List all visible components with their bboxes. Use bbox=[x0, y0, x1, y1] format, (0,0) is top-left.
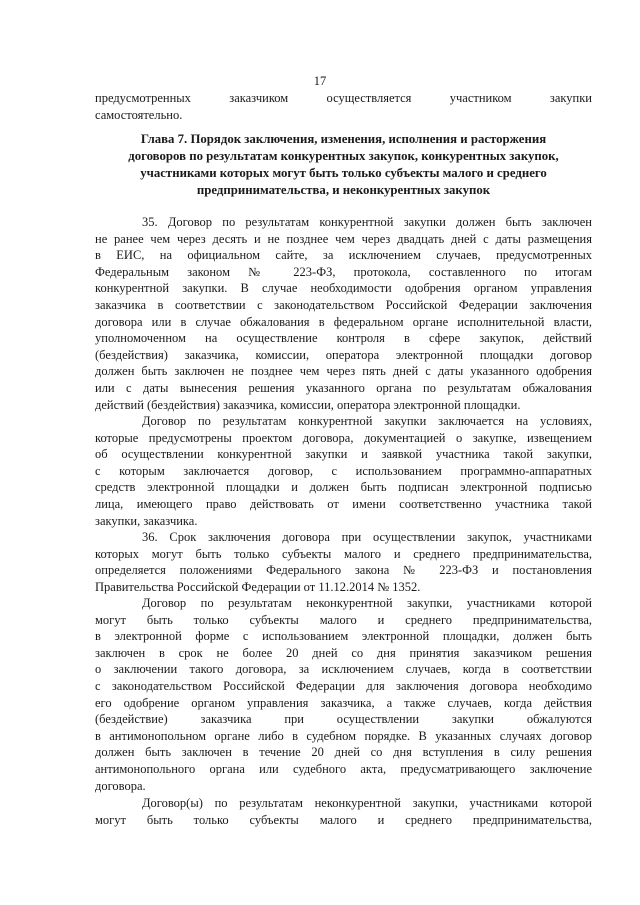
chapter-heading bbox=[95, 131, 592, 199]
paragraph-36 bbox=[95, 529, 592, 595]
heading-line: предпринимательства, и неконкурентных закупок bbox=[196, 183, 491, 197]
text-line: его одобрение органом управления заказчика, а также случаев, когда действия bbox=[95, 695, 592, 710]
text-line: самостоятельно. bbox=[95, 107, 183, 122]
text-line: в антимонопольном органе либо в судебном порядке. В указанных случаях договор bbox=[95, 728, 592, 743]
page-number: 17 bbox=[313, 74, 327, 88]
text-line: заказчика в соответствии с законодательством Российской Федерации заключения bbox=[95, 297, 592, 312]
text-line: которые предусмотрены проектом договора, документацией о закупке, извещением bbox=[95, 430, 592, 445]
text-line: могут быть только субъекты малого и среднего предпринимательства, bbox=[95, 612, 592, 627]
text-line: (бездействие) заказчика при осуществлении закупки обжалуются bbox=[95, 712, 592, 727]
text-line: закупки, заказчика. bbox=[95, 513, 198, 528]
heading-line: участниками которых могут быть только субъекты малого и среднего bbox=[140, 166, 547, 180]
paragraph-noncompetitive bbox=[95, 595, 592, 794]
text-line: Правительства Российской Федерации от 11.12.2014 № 1352. bbox=[95, 579, 421, 594]
text-line: или с даты вынесения решения указанного органа по результатам обжалования bbox=[95, 380, 592, 395]
text-line: (бездействия) заказчика, комиссии, оператора электронной площадки договор bbox=[95, 347, 592, 362]
text-line: Договор по результатам неконкурентной закупки, участниками которой bbox=[142, 596, 592, 610]
text-line: действий (бездействия) заказчика, комиссии, оператора электронной площадки. bbox=[95, 397, 521, 412]
heading-line: договоров по результатам конкурентных закупок, конкурентных закупок, bbox=[128, 149, 559, 163]
paragraph-contracts-continued bbox=[95, 795, 592, 828]
text-line: с которым заключается договор, с использованием программно-аппаратных bbox=[95, 463, 592, 478]
text-line: договора. bbox=[95, 778, 146, 793]
text-line: предусмотренных заказчиком осуществляется участником закупки bbox=[95, 91, 592, 105]
text-line: Договор по результатам конкурентной закупки заключается на условиях, bbox=[142, 414, 592, 428]
paragraph-contract-terms bbox=[95, 413, 592, 529]
text-line: заключен в срок не более 20 дней со дня принятия заказчиком решения bbox=[95, 645, 592, 660]
text-line: договора или в случае обжалования в федеральном органе исполнительной власти, bbox=[95, 314, 592, 329]
text-line: в электронной форме с использованием электронной площадки, должен быть bbox=[95, 629, 592, 644]
text-line: о заключении такого договора, за исключением случаев, когда в соответствии bbox=[95, 662, 592, 677]
heading-line: Глава 7. Порядок заключения, изменения, исполнения и расторжения bbox=[140, 132, 547, 146]
text-line: должен быть заключен в течение 20 дней со дня вступления в силу решения bbox=[95, 745, 592, 760]
text-line: об осуществлении конкурентной закупки и заявкой участника такой закупки, bbox=[95, 447, 592, 462]
intro-text bbox=[95, 90, 592, 123]
text-line: уполномоченном на осуществление контроля в сфере закупок, действий bbox=[95, 331, 592, 346]
paragraph-35 bbox=[95, 214, 592, 413]
text-line: которых могут быть только субъекты малого и среднего предпринимательства, bbox=[95, 546, 592, 561]
text-line: Договор(ы) по результатам неконкурентной закупки, участниками которой bbox=[142, 796, 592, 810]
text-line: 36. Срок заключения договора при осуществлении закупок, участниками bbox=[142, 530, 592, 544]
text-line: 35. Договор по результатам конкурентной закупки должен быть заключен bbox=[142, 215, 592, 229]
text-line: средств электронной площадки и должен быть подписан электронной подписью bbox=[95, 480, 592, 495]
text-line: антимонопольного органа или судебного акта, предусматривающего заключение bbox=[95, 761, 592, 776]
text-line: не ранее чем через десять и не позднее чем через двадцать дней с даты размещения bbox=[95, 231, 592, 246]
text-line: должен быть заключен не позднее чем через пять дней с даты указанного одобрения bbox=[95, 364, 592, 379]
text-line: могут быть только субъекты малого и среднего предпринимательства, bbox=[95, 812, 592, 827]
text-line: определяется положениями Федерального закона № 223-ФЗ и постановления bbox=[95, 563, 592, 578]
text-line: Федеральным законом № 223-ФЗ, протокола, составленного по итогам bbox=[95, 264, 592, 279]
text-line: конкурентной закупки. В случае необходимости одобрения органом управления bbox=[95, 281, 592, 296]
text-line: лица, имеющего право действовать от имени соответственно участника такой bbox=[95, 496, 592, 511]
text-line: с законодательством Российской Федерации для заключения договора необходимо bbox=[95, 678, 592, 693]
text-line: в ЕИС, на официальном сайте, за исключением случаев, предусмотренных bbox=[95, 248, 592, 263]
